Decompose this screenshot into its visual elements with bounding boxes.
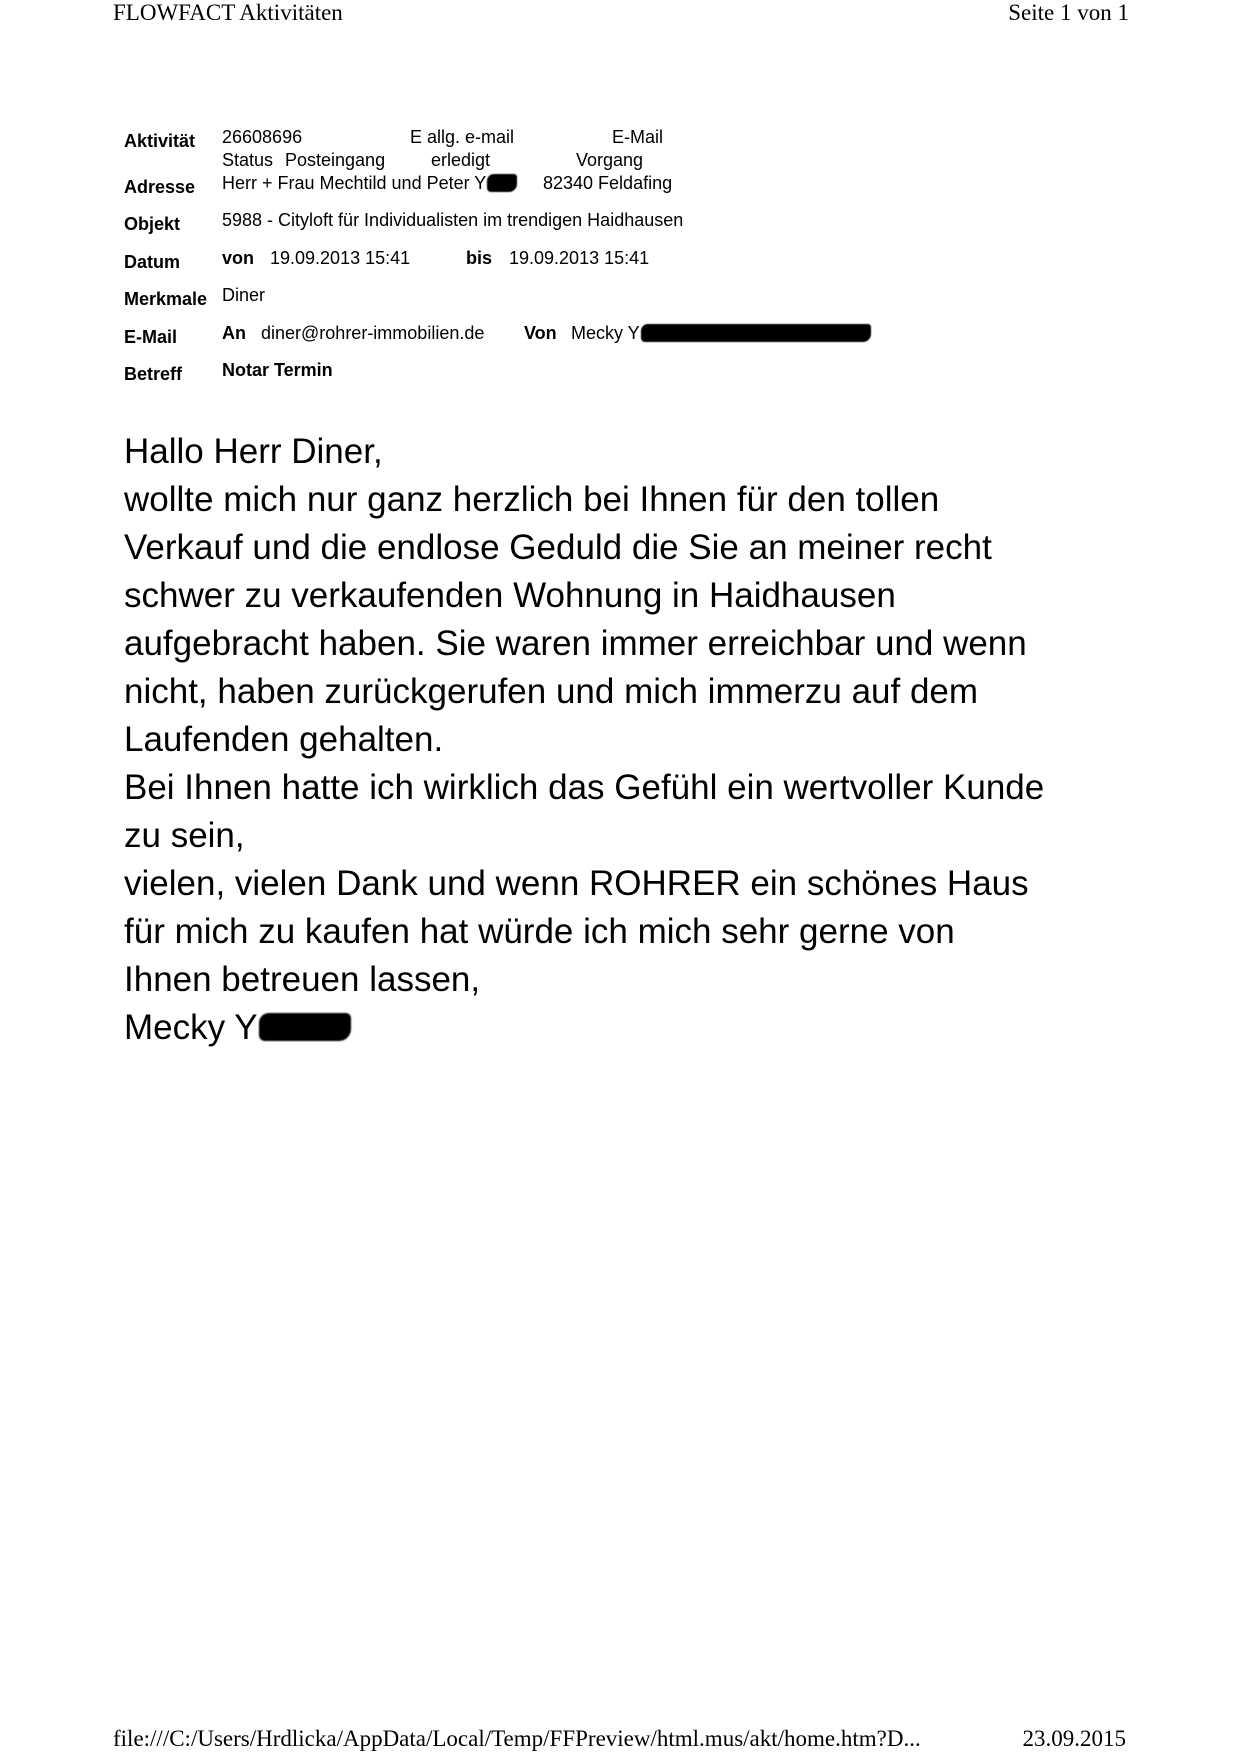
activity-channel: E-Mail bbox=[612, 127, 664, 147]
letter-line: Ihnen betreuen lassen, bbox=[124, 960, 481, 999]
from-label: von bbox=[222, 248, 255, 268]
footer-date: 23.09.2015 bbox=[1022, 1726, 1126, 1751]
footer-file-path: file:///C:/Users/Hrdlicka/AppData/Local/Temp/FFPreview/html.mus/akt/home.htm?D... bbox=[113, 1726, 921, 1751]
address-name bbox=[222, 173, 517, 193]
redaction-mark bbox=[641, 324, 871, 342]
letter-line: Laufenden gehalten. bbox=[124, 720, 444, 759]
an-label: An bbox=[222, 323, 246, 343]
letter-body bbox=[124, 428, 1134, 1052]
von-value-text: Mecky Y bbox=[571, 323, 640, 343]
von-label: Von bbox=[524, 323, 557, 343]
to-label: bis bbox=[466, 248, 493, 268]
redaction-mark bbox=[259, 1013, 351, 1041]
letter-signature bbox=[124, 1004, 1134, 1052]
label-merkmale: Merkmale bbox=[124, 289, 208, 309]
address-name-text: Herr + Frau Mechtild und Peter Y bbox=[222, 173, 487, 193]
label-adresse: Adresse bbox=[124, 177, 196, 197]
label-email: E-Mail bbox=[124, 327, 178, 347]
vorgang-value: Vorgang bbox=[576, 150, 644, 170]
features-value: Diner bbox=[222, 285, 266, 305]
an-value: diner@rohrer-immobilien.de bbox=[261, 323, 485, 343]
object-value: 5988 - Cityloft für Individualisten im trendigen Haidhausen bbox=[222, 210, 684, 230]
letter-line: für mich zu kaufen hat würde ich mich sehr gerne von bbox=[124, 912, 955, 951]
von-value bbox=[571, 323, 871, 343]
from-date: 19.09.2013 15:41 bbox=[270, 248, 411, 268]
label-aktivitaet: Aktivität bbox=[124, 131, 196, 151]
activity-id: 26608696 bbox=[222, 127, 303, 147]
letter-line: nicht, haben zurückgerufen und mich immerzu auf dem bbox=[124, 672, 979, 711]
subject-value: Notar Termin bbox=[222, 360, 333, 380]
letter-line: Verkauf und die endlose Geduld die Sie an meiner recht bbox=[124, 528, 992, 567]
letter-line: aufgebracht haben. Sie waren immer erreichbar und wenn bbox=[124, 624, 1027, 663]
letter-line: Bei Ihnen hatte ich wirklich das Gefühl ein wertvoller Kunde bbox=[124, 768, 1045, 807]
letter-line: wollte mich nur ganz herzlich bei Ihnen für den tollen bbox=[124, 480, 940, 519]
status-label: Status bbox=[222, 150, 274, 170]
label-datum: Datum bbox=[124, 252, 181, 272]
page-number: Seite 1 von 1 bbox=[1008, 0, 1129, 25]
signature-text: Mecky Y bbox=[124, 1008, 258, 1047]
letter-line: vielen, vielen Dank und wenn ROHRER ein schönes Haus bbox=[124, 864, 1029, 903]
label-objekt: Objekt bbox=[124, 214, 181, 234]
letter-line: schwer zu verkaufenden Wohnung in Haidhausen bbox=[124, 576, 896, 615]
letter-line: zu sein, bbox=[124, 816, 245, 855]
label-betreff: Betreff bbox=[124, 364, 183, 384]
to-date: 19.09.2013 15:41 bbox=[509, 248, 650, 268]
activity-type: E allg. e-mail bbox=[410, 127, 515, 147]
state-value: erledigt bbox=[431, 150, 491, 170]
address-city: 82340 Feldafing bbox=[543, 173, 673, 193]
redaction-mark bbox=[487, 174, 517, 192]
letter-line: Hallo Herr Diner, bbox=[124, 432, 383, 471]
page-header-title: FLOWFACT Aktivitäten bbox=[113, 0, 343, 25]
status-value: Posteingang bbox=[285, 150, 386, 170]
